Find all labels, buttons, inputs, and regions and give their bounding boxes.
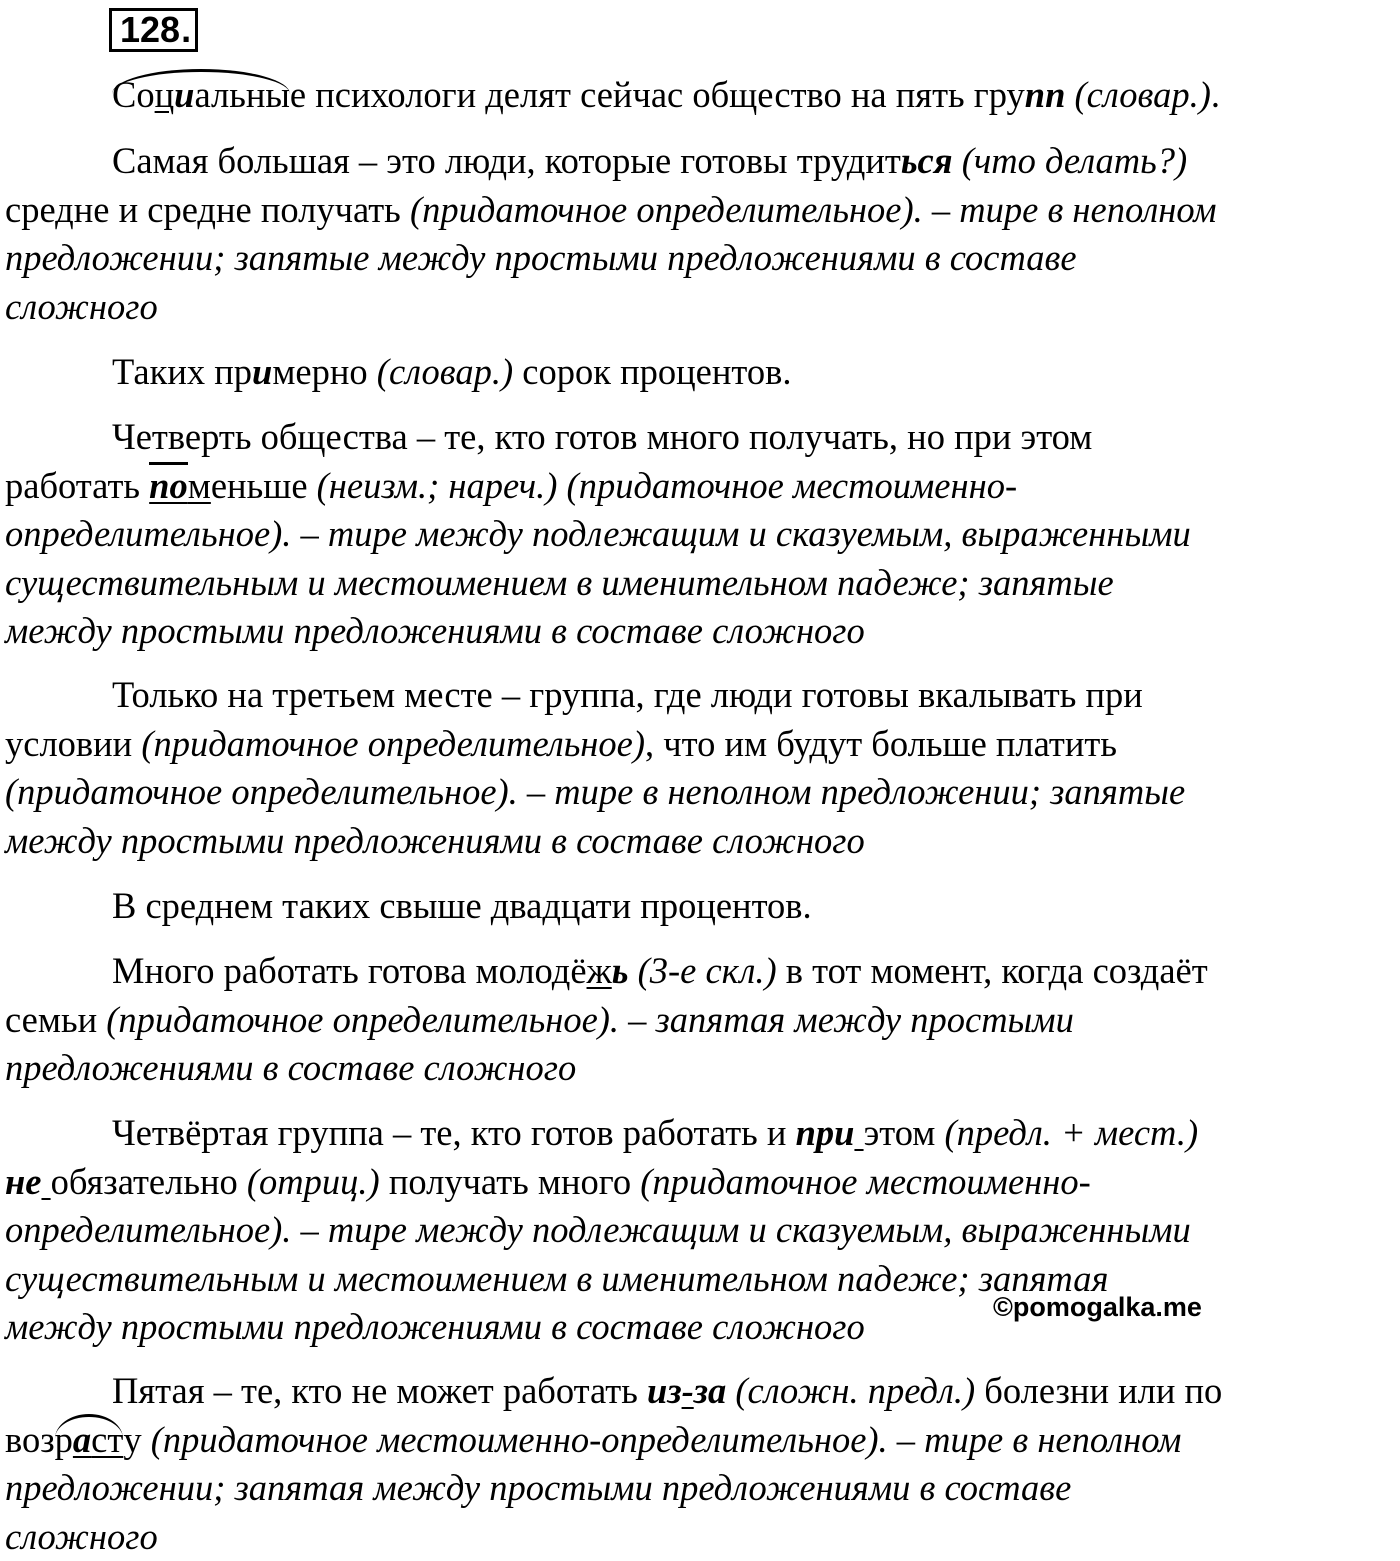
annotation: (что делать?) (961, 140, 1188, 181)
highlighted-letter: а (72, 1418, 92, 1460)
annotation: (придаточное определительное). – запятая между простыми (106, 998, 1074, 1040)
root-arc: Социальны (112, 71, 290, 120)
root-arc-mark (112, 69, 290, 94)
highlighted-letter: и (252, 351, 273, 392)
annotation: (3-е скл.) (637, 950, 777, 991)
highlighted-word: за (693, 1370, 727, 1411)
annotation: (придаточное местоименно-определительное). – тире в неполном (150, 1418, 1182, 1460)
annotation: определительное). – тире между подлежащим и сказуемым, выраженными (5, 1209, 1191, 1250)
root-arc: раст (55, 1416, 124, 1465)
underlined-letter: ц (154, 74, 175, 115)
root-arc-mark (55, 1414, 124, 1439)
highlighted-letters: пп (1024, 74, 1066, 115)
space-mark (854, 1112, 863, 1153)
annotation: (придаточное определительное). – тире в неполном (409, 188, 1217, 230)
annotation: существительным и местоимением в именительном падеже; запятые (5, 561, 1114, 603)
paragraph-1 (5, 71, 1397, 120)
paragraph-5: Только на третьем месте – группа, где люди готовы вкалывать при условии (придаточное определительное), что им будут больше платить (придаточное определительное). – тире в неполном предложении; запятые между простыми предложениями в составе сложного (5, 674, 1186, 861)
annotation: (словар.) (376, 351, 514, 392)
annotation: (неизм.; нареч.) (придаточное местоименно- (316, 464, 1018, 506)
paragraph-6: В среднем таких свыше двадцати процентов. (112, 885, 812, 926)
annotation: сложного (5, 1515, 158, 1557)
paragraph-2: Самая большая – это люди, которые готовы трудиться (что делать?) средне и средне получать (придаточное определительное). – тире в неполном предложении; запятые между простыми предложениями в составе сложного (5, 140, 1217, 327)
exercise-number (109, 8, 198, 52)
annotation: (сложн. предл.) (735, 1370, 976, 1411)
highlighted-word: при (795, 1112, 855, 1153)
highlighted-letter: ь (611, 950, 629, 991)
paragraph-3: Таких примерно (словар.) сорок процентов. (112, 351, 792, 392)
annotation: (словар.) (1074, 74, 1211, 115)
annotation: сложного (5, 285, 158, 327)
paragraph-9: Пятая – те, кто не может работать из-за (сложн. предл.) болезни или по воз расту (придаточное местоименно-определительное). – тире в неполном предложении; запятая между простыми предложениями в составе сложного (5, 1370, 1223, 1557)
exercise-number-text: 128 (120, 9, 181, 50)
paragraph-7: Много работать готова молодёжь (3-е скл.) в тот момент, когда создаёт семьи (придаточное определительное). – запятая между простыми предложениями в составе сложного (5, 950, 1208, 1088)
highlighted-word: из (647, 1370, 682, 1411)
annotation: между простыми предложениями в составе сложного (5, 819, 865, 861)
annotation: предложении; запятая между простыми предложениями в составе (5, 1467, 1072, 1508)
annotation: существительным и местоимением в именительном падеже; запятая (5, 1257, 1109, 1299)
annotation: (придаточное определительное). – тире в неполном предложении; запятые (5, 771, 1186, 812)
annotation: определительное). – тире между подлежащим и сказуемым, выраженными (5, 513, 1191, 554)
annotation: (придаточное местоименно- (640, 1160, 1091, 1202)
annotation: между простыми предложениями в составе сложного (5, 1306, 865, 1347)
watermark: ©pomogalka.me (993, 1292, 1202, 1322)
highlighted-letters: ься (900, 140, 953, 181)
annotation: (придаточное определительное) (141, 722, 646, 764)
space-mark (41, 1161, 50, 1202)
hyphen-mark: - (681, 1370, 694, 1411)
annotation: (отриц.) (246, 1160, 380, 1202)
highlighted-prefix: по (149, 464, 188, 506)
paragraph-8: Четвёртая группа – те, кто готов работать и при этом (предл. + мест.) не обязательно (отриц.) получать много (придаточное местоименно- определительное). – тире между подлежащим и сказуемым, выраженными существительным и местоимением в именительном падеже; запятая между простыми предложениями в составе сложного (5, 1112, 1199, 1347)
paragraph-1-line-1: Социальные психологи делят сейчас общество на пять групп (словар.). (5, 71, 1397, 120)
annotation: между простыми предложениями в составе сложного (5, 610, 865, 651)
annotation: (предл. + мест.) (944, 1112, 1199, 1153)
exercise-number-dot: . (181, 9, 192, 50)
annotation: предложениями в составе сложного (5, 1047, 577, 1088)
highlighted-word: не (5, 1160, 42, 1202)
underlined-letter: ж (586, 950, 612, 991)
prefix-mark (149, 462, 188, 506)
highlighted-letter: и (174, 74, 195, 115)
annotation: предложении; запятые между простыми предложениями в составе (5, 237, 1077, 278)
paragraph-4: Четверть общества – те, кто готов много получать, но при этом работать поменьше (неизм.; нареч.) (придаточное местоименно- определительное). – тире между подлежащим и сказуемым, выраженными существительным и местоимением в именительном падеже; запятые между простыми предложениями в составе сложного (5, 416, 1191, 651)
